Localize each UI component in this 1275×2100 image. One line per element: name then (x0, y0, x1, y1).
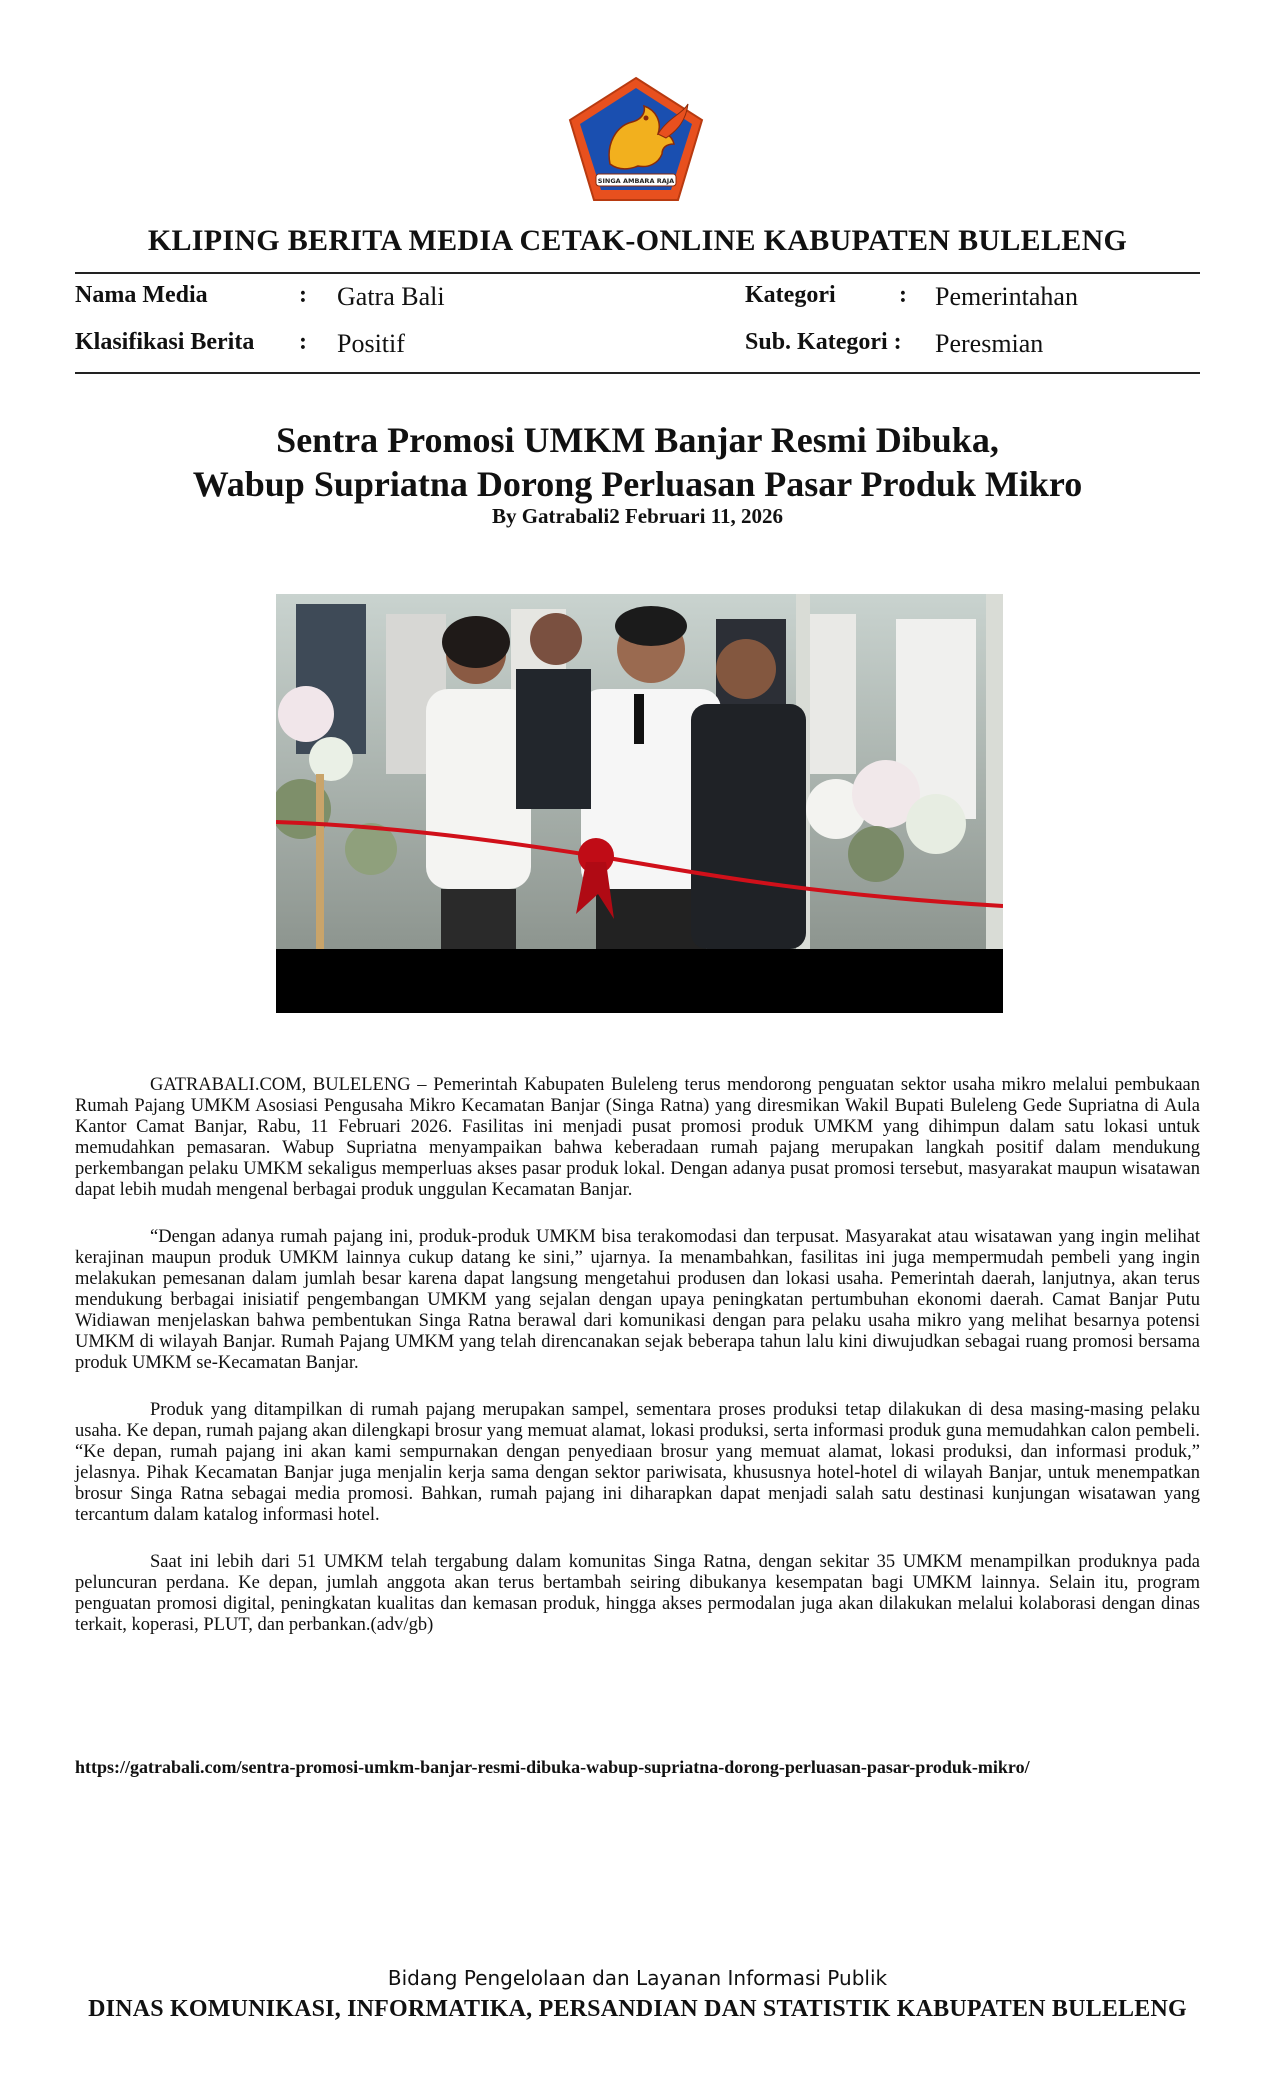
nama-media-colon: : (299, 282, 307, 308)
article-paragraph: “Dengan adanya rumah pajang ini, produk-produk UMKM bisa terakomodasi dan terpusat. Masyarakat atau wisatawan yang ingin melihat kerajinan maupun produk UMKM lainnya cukup datang ke sini,” ujarnya. Ia menambahkan, fasilitas ini juga mempermudah pembeli yang ingin melakukan pemesanan dalam jumlah besar karena dapat langsung mengetahui produsen dan lokasi usaha. Pemerintah daerah, lanjutnya, akan terus mendukung berbagai inisiatif pengembangan UMKM yang sejalan dengan upaya peningkatan pertumbuhan ekonomi daerah. Camat Banjar Putu Widiawan menjelaskan bahwa pembentukan Singa Ratna berawal dari komunikasi dengan para pelaku usaha mikro yang melihat besarnya potensi UMKM di wilayah Banjar. Rumah Pajang UMKM yang telah direncanakan sejak beberapa tahun lalu kini diwujudkan sebagai ruang promosi bersama produk UMKM se-Kecamatan Banjar. (75, 1227, 1200, 1373)
source-url-link[interactable]: https://gatrabali.com/sentra-promosi-umkm-banjar-resmi-dibuka-wabup-supriatna-dorong-perluasan-pasar-produk-mikro/ (75, 1757, 1030, 1777)
nama-media-value: Gatra Bali (337, 282, 445, 311)
article-body (75, 1075, 1200, 1662)
footer-division: Bidang Pengelolaan dan Layanan Informasi Publik (387, 1966, 888, 1990)
footer-agency: DINAS KOMUNIKASI, INFORMATIKA, PERSANDIAN DAN STATISTIK KABUPATEN BULELENG (88, 1996, 1187, 2022)
article-paragraph: Saat ini lebih dari 51 UMKM telah tergabung dalam komunitas Singa Ratna, dengan sekitar 35 UMKM menampilkan produknya pada peluncuran perdana. Ke depan, jumlah anggota akan terus bertambah seiring dibukanya kesempatan bagi UMKM lainnya. Selain itu, program penguatan promosi digital, peningkatan kualitas dan kemasan produk, hingga akses permodalan juga akan dilakukan melalui kolaborasi dengan dinas terkait, koperasi, PLUT, dan perbankan.(adv/gb) (75, 1552, 1200, 1635)
kategori-value: Pemerintahan (935, 282, 1078, 311)
meta-row-2 (75, 329, 1200, 363)
article-paragraph: Produk yang ditampilkan di rumah pajang merupakan sampel, sementara proses produksi tetap dilakukan di desa masing-masing pelaku usaha. Ke depan, rumah pajang akan dilengkapi brosur yang memuat alamat, lokasi produksi, serta informasi produk guna memudahkan calon pembeli. “Ke depan, rumah pajang ini akan kami sempurnakan dengan penyediaan brosur yang memuat alamat, lokasi produksi, dan informasi produk,” jelasnya. Pihak Kecamatan Banjar juga menjalin kerja sama dengan sektor pariwisata, khususnya hotel-hotel di wilayah Banjar, untuk menempatkan brosur Singa Ratna sebagai media promosi. Bahkan, rumah pajang ini diharapkan dapat menjadi salah satu destinasi kunjungan wisatawan yang tercantum dalam katalog informasi hotel. (75, 1400, 1200, 1525)
headline-line-1: Sentra Promosi UMKM Banjar Resmi Dibuka, (276, 420, 999, 460)
kategori-colon: : (899, 282, 907, 308)
meta-row-1 (75, 282, 1200, 316)
klasifikasi-value: Positif (337, 329, 405, 358)
clipping-header-title: KLIPING BERITA MEDIA CETAK-ONLINE KABUPATEN BULELENG (147, 224, 1128, 257)
buleleng-regency-logo (566, 74, 706, 204)
klasifikasi-label: Klasifikasi Berita (75, 329, 255, 355)
photo-illustration (276, 594, 1003, 1013)
singa-ambara-raja-emblem (566, 74, 706, 204)
article-paragraph: GATRABALI.COM, BULELENG – Pemerintah Kabupaten Buleleng terus mendorong penguatan sektor usaha mikro melalui pembukaan Rumah Pajang UMKM Asosiasi Pengusaha Mikro Kecamatan Banjar (Singa Ratna) yang diresmikan Wakil Bupati Buleleng Gede Supriatna di Aula Kantor Camat Banjar, Rabu, 11 Februari 2026. Fasilitas ini menjadi pusat promosi produk UMKM yang dihimpun dalam satu lokasi untuk memudahkan pemasaran. Wabup Supriatna menyampaikan bahwa keberadaan rumah pajang merupakan langkah positif dalam mendukung perkembangan pelaku UMKM sekaligus memperluas akses pasar produk lokal. Dengan adanya pusat promosi tersebut, masyarakat maupun wisatawan dapat lebih mudah mengenal berbagai produk unggulan Kecamatan Banjar. (75, 1075, 1200, 1200)
header-bottom-rule (75, 372, 1200, 374)
logo-caption: SINGA AMBARA RAJA (597, 177, 675, 185)
klasifikasi-colon: : (299, 329, 307, 355)
article-photo-ribbon-cutting (276, 594, 1003, 1013)
article-byline: By Gatrabali2 Februari 11, 2026 (491, 504, 784, 528)
article-headline (75, 418, 1200, 506)
nama-media-label: Nama Media (75, 282, 208, 308)
header-top-rule (75, 272, 1200, 274)
kategori-label: Kategori (745, 282, 836, 308)
headline-line-2: Wabup Supriatna Dorong Perluasan Pasar Produk Mikro (192, 464, 1083, 504)
sub-kategori-value: Peresmian (935, 329, 1044, 358)
sub-kategori-label: Sub. Kategori : (745, 329, 902, 355)
